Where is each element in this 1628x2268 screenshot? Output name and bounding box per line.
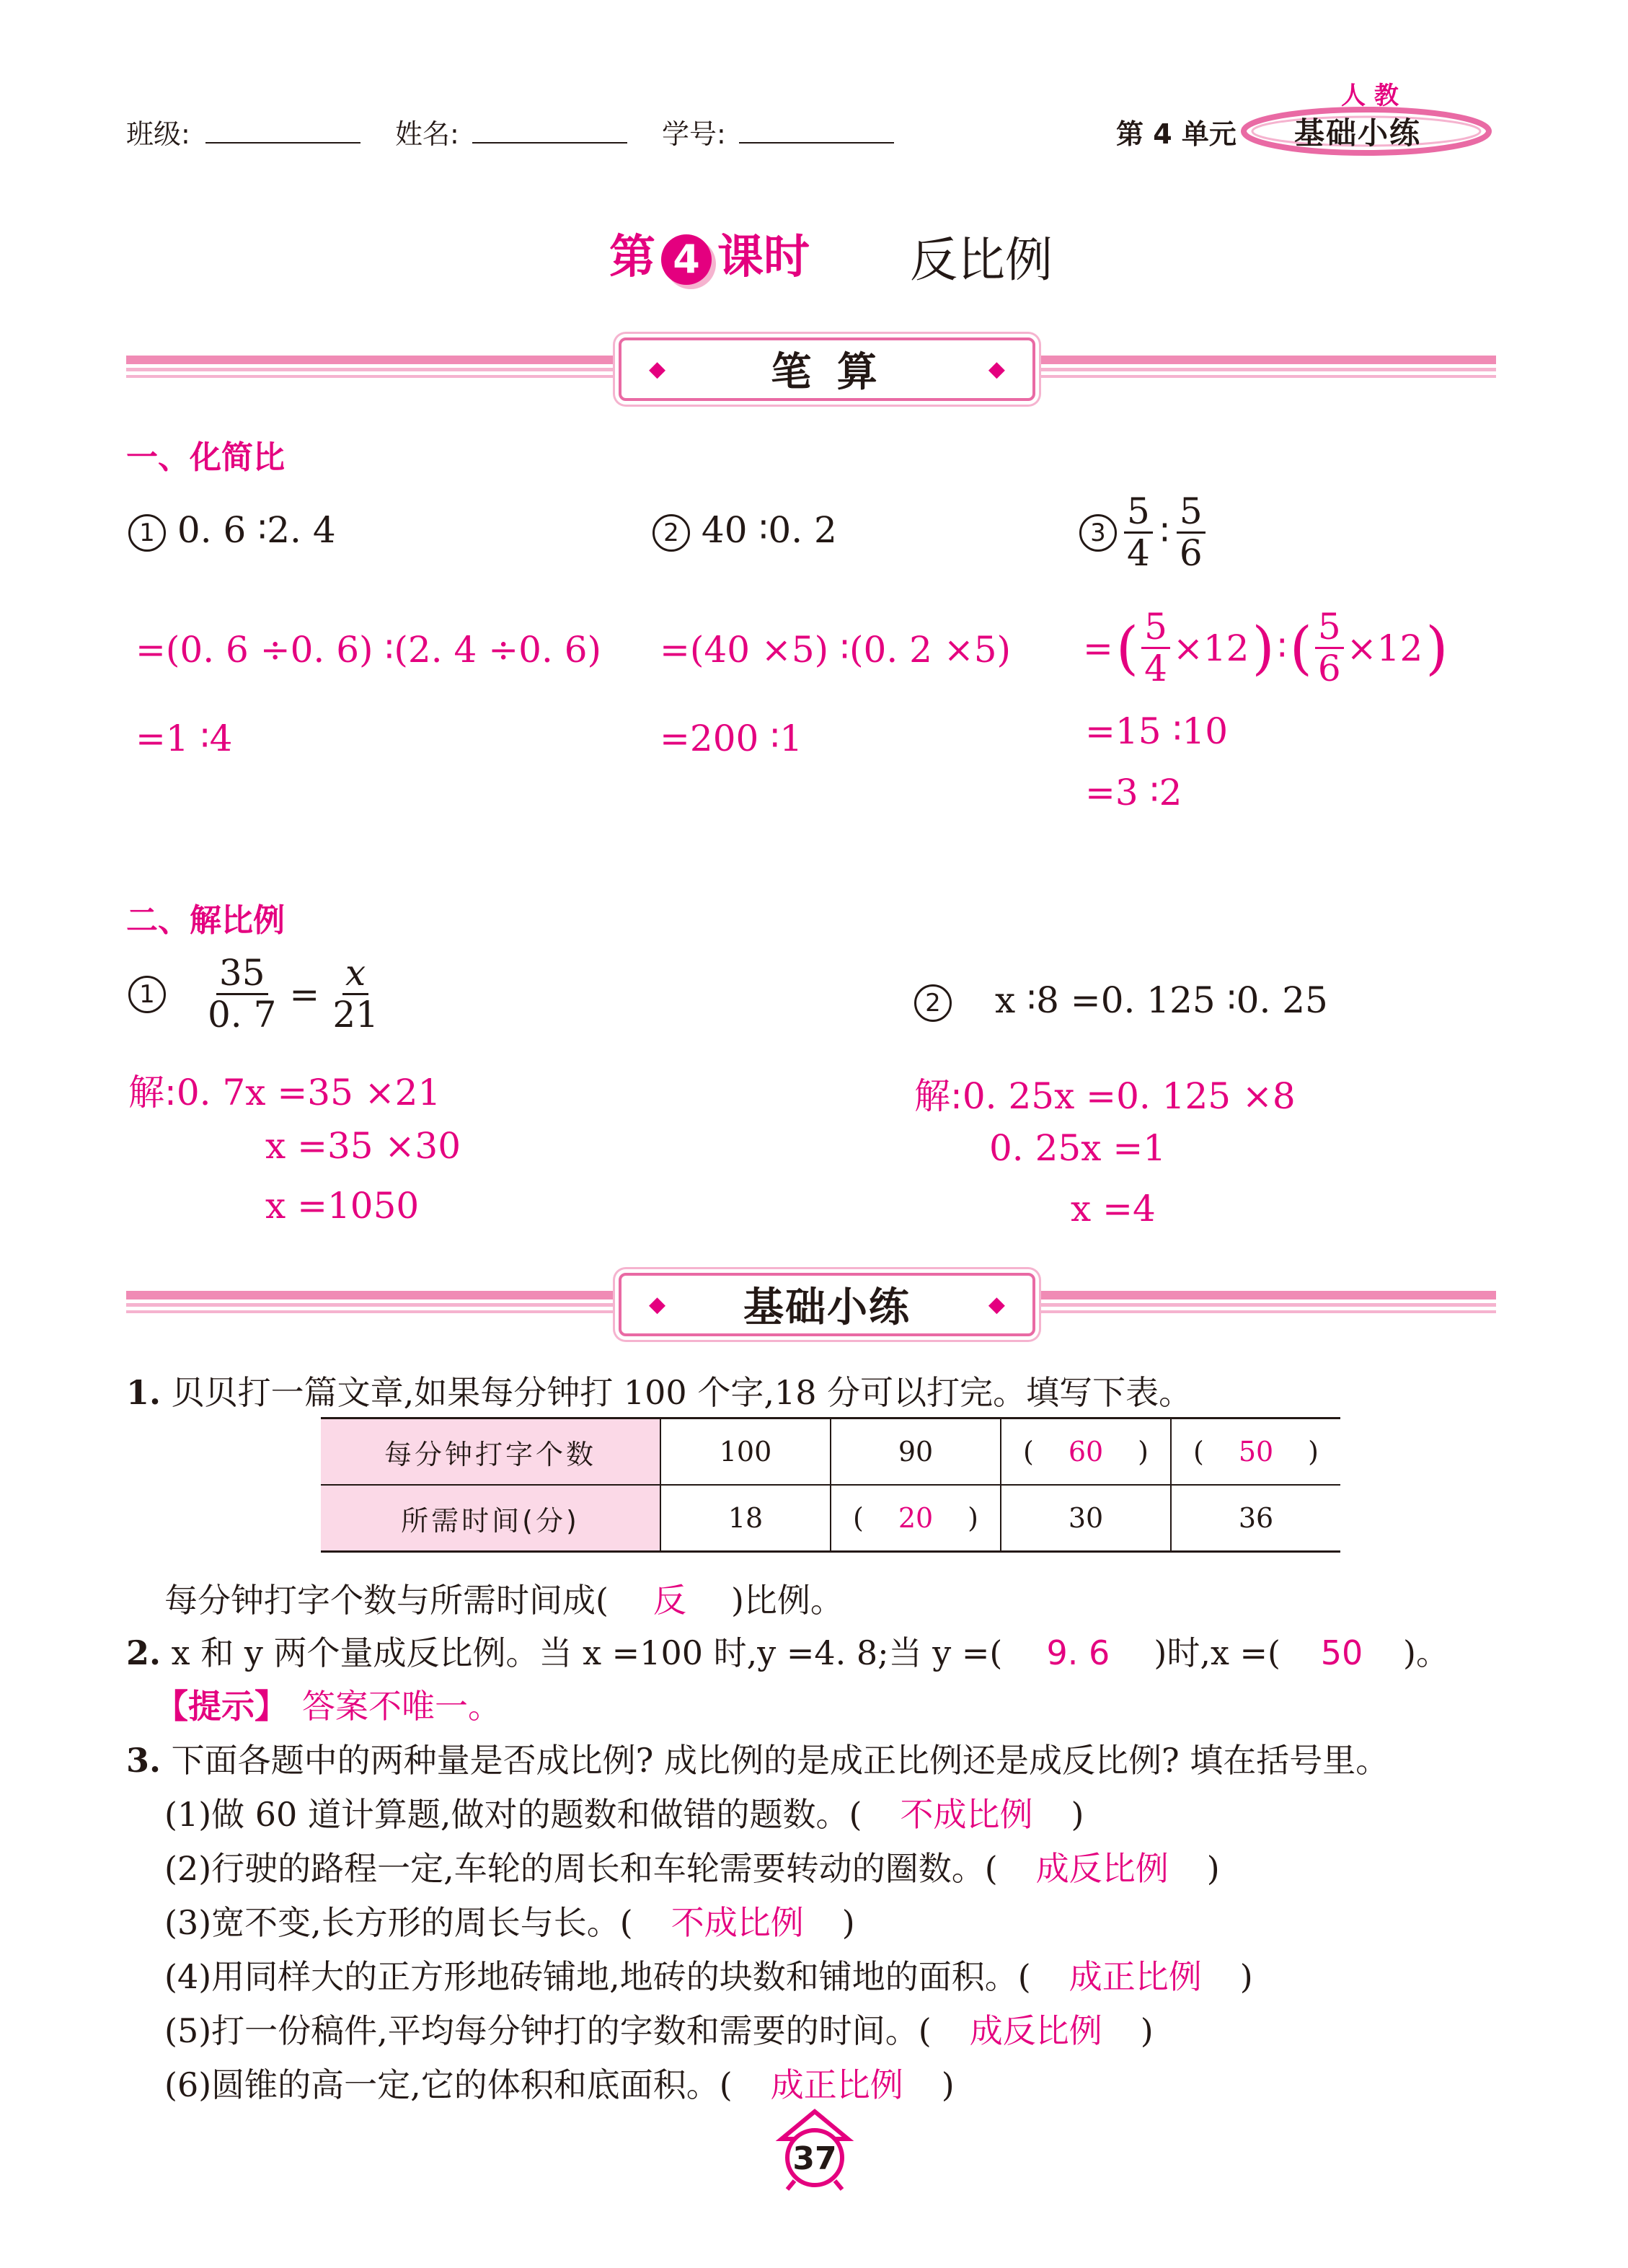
answer-blank[interactable]: 不成比例 xyxy=(900,1795,1033,1834)
answer-blank[interactable]: 成正比例 xyxy=(1069,1957,1202,1996)
table-cell: 18 xyxy=(660,1485,831,1552)
solution-label: 解: xyxy=(914,1075,963,1117)
close-paren: ) xyxy=(1140,2011,1154,2050)
problem-1-step-1: =(0. 6 ÷0. 6) ∶(2. 4 ÷0. 6) xyxy=(136,629,602,671)
proportion-1-line-2: x =35 ×30 xyxy=(265,1125,461,1167)
section-title-simplify: 一、化简比 xyxy=(126,439,285,476)
answer-cell[interactable]: ( 20 ) xyxy=(831,1485,1001,1552)
solution-step: 0. 7x =35 ×21 xyxy=(176,1072,441,1113)
answer-value: 20 xyxy=(898,1502,934,1534)
fraction-denominator: 4 xyxy=(1144,648,1167,689)
answer-blank[interactable]: 成正比例 xyxy=(770,2065,903,2104)
table-cell: 90 xyxy=(831,1418,1001,1486)
item-text: (1)做 60 道计算题,做对的题数和做错的题数。( xyxy=(164,1795,862,1834)
question-text: 下面各题中的两种量是否成比例? 成比例的是成正比例还是成反比例? 填在括号里。 xyxy=(171,1741,1389,1780)
proportion-2 xyxy=(914,979,1328,1022)
row-label: 每分钟打字个数 xyxy=(321,1418,660,1486)
question-3-item-4 xyxy=(164,1951,1253,1998)
fraction xyxy=(205,953,279,1035)
diamond-icon: ◆ xyxy=(649,356,666,382)
problem-number: 1 xyxy=(128,976,166,1013)
equals: = xyxy=(1083,627,1113,669)
fraction-denominator: 6 xyxy=(1179,532,1203,574)
problem-2-step-2: =200 ∶1 xyxy=(660,718,803,759)
unit-label: 第 4 单元 xyxy=(1116,118,1237,150)
proportion-2-line-2: 0. 25x =1 xyxy=(989,1127,1167,1169)
question-3-item-1 xyxy=(164,1788,1084,1836)
band-title: 基础小练 xyxy=(743,1284,911,1331)
problem-text: 0. 6 ∶2. 4 xyxy=(177,509,336,551)
item-text: (3)宽不变,长方形的周长与长。( xyxy=(164,1903,633,1942)
close-paren: ) xyxy=(941,2065,955,2104)
table-cell: 36 xyxy=(1171,1485,1340,1552)
problem-3-step-2: =15 ∶10 xyxy=(1085,710,1229,752)
fraction-numerator: 5 xyxy=(1177,492,1205,534)
lesson-title xyxy=(609,220,810,286)
problem-2 xyxy=(652,509,837,552)
problem-3 xyxy=(1079,492,1205,573)
problem-3-step-1 xyxy=(1083,607,1448,689)
question-1-conclusion xyxy=(164,1574,844,1622)
text: )比例。 xyxy=(730,1581,844,1620)
diamond-icon: ◆ xyxy=(988,1292,1005,1318)
diamond-icon: ◆ xyxy=(988,356,1005,382)
question-text: 贝贝打一篇文章,如果每分钟打 100 个字,18 分可以打完。填写下表。 xyxy=(171,1373,1193,1412)
item-text: (4)用同样大的正方形地砖铺地,地砖的块数和铺地的面积。( xyxy=(164,1957,1031,1996)
hint-text: 答案不唯一。 xyxy=(302,1687,501,1726)
fraction xyxy=(329,953,381,1035)
name-field[interactable] xyxy=(472,142,627,144)
answer-cell[interactable]: ( 60 ) xyxy=(1001,1418,1171,1486)
paren-right: ) xyxy=(1425,614,1448,681)
fraction-numerator: x xyxy=(342,953,368,995)
problem-3-step-3: =3 ∶2 xyxy=(1085,772,1182,813)
fraction-denominator: 0. 7 xyxy=(208,994,277,1036)
question-number: 1. xyxy=(126,1373,162,1412)
page-number: 37 xyxy=(792,2140,837,2177)
solution-step: 0. 25x =0. 125 ×8 xyxy=(962,1075,1296,1117)
solution-label: 解: xyxy=(128,1072,177,1113)
fraction-denominator: 4 xyxy=(1127,532,1150,574)
ratio-colon: ∶ xyxy=(1159,511,1169,554)
question-3 xyxy=(126,1734,1389,1782)
class-field[interactable] xyxy=(205,142,360,144)
item-text: (2)行驶的路程一定,车轮的周长和车轮需要转动的圈数。( xyxy=(164,1849,998,1888)
proportion-1-line-3: x =1050 xyxy=(265,1185,420,1227)
problem-1-step-2: =1 ∶4 xyxy=(136,718,233,759)
section-band-basic-practice xyxy=(619,1273,1035,1336)
id-field[interactable] xyxy=(739,142,894,144)
lesson-number-badge: 4 xyxy=(661,234,712,285)
answer-value: 50 xyxy=(1238,1436,1274,1468)
paren-left: ( xyxy=(1289,614,1312,681)
problem-number: 1 xyxy=(128,514,166,552)
name-label: 姓名: xyxy=(395,118,459,150)
equals: = xyxy=(289,973,320,1015)
answer-blank[interactable]: 反 xyxy=(652,1581,686,1620)
row-label: 所需时间(分) xyxy=(321,1485,660,1552)
lesson-topic: 反比例 xyxy=(910,232,1053,288)
fraction-numerator: 5 xyxy=(1141,607,1170,649)
proportion-2-line-3: x =4 xyxy=(1071,1188,1156,1230)
problem-number: 2 xyxy=(914,984,952,1022)
multiplier: ×12 xyxy=(1172,627,1249,669)
table-row xyxy=(321,1485,1340,1552)
question-number: 3. xyxy=(126,1741,162,1780)
question-1 xyxy=(126,1367,1192,1414)
close-paren: ) xyxy=(1239,1957,1253,1996)
question-2 xyxy=(126,1627,1449,1674)
fraction xyxy=(1315,607,1344,689)
text: 每分钟打字个数与所需时间成( xyxy=(164,1581,609,1620)
fraction-numerator: 5 xyxy=(1124,492,1153,534)
proportion-2-line-1 xyxy=(914,1067,1296,1119)
question-number: 2. xyxy=(126,1633,162,1672)
answer-blank[interactable]: 不成比例 xyxy=(671,1903,804,1942)
item-text: (5)打一份稿件,平均每分钟打的字数和需要的时间。( xyxy=(164,2011,932,2050)
fraction xyxy=(1141,607,1170,689)
fraction-numerator: 5 xyxy=(1315,607,1344,649)
lesson-prefix: 第 xyxy=(609,231,655,284)
answer-blank[interactable]: 成反比例 xyxy=(969,2011,1102,2050)
problem-2-step-1: =(40 ×5) ∶(0. 2 ×5) xyxy=(660,629,1012,671)
table-row xyxy=(321,1418,1340,1486)
problem-number: 2 xyxy=(652,514,690,552)
typing-table xyxy=(321,1417,1340,1553)
question-2-hint xyxy=(155,1680,501,1728)
close-paren: ) xyxy=(841,1903,855,1942)
paren-left: ( xyxy=(1115,614,1139,681)
text: )。 xyxy=(1403,1633,1449,1672)
close-paren: ) xyxy=(1071,1795,1084,1834)
fraction xyxy=(1124,492,1153,573)
proportion-1-line-1 xyxy=(128,1064,441,1116)
text: x 和 y 两个量成反比例。当 x =100 时,y =4. 8;当 y =( xyxy=(171,1633,1003,1672)
brand-small: 人 教 xyxy=(1341,81,1399,110)
problem-1 xyxy=(128,509,336,552)
problem-number: 3 xyxy=(1079,514,1117,552)
fraction xyxy=(1177,492,1205,573)
question-3-item-6 xyxy=(164,2059,955,2106)
question-3-item-5 xyxy=(164,2005,1154,2052)
brand-title: 基础小练 xyxy=(1294,115,1422,151)
answer-blank[interactable]: 9. 6 xyxy=(1046,1633,1110,1672)
id-label: 学号: xyxy=(662,118,726,150)
ratio-colon: ∶ xyxy=(1277,627,1287,669)
answer-blank[interactable]: 成反比例 xyxy=(1035,1849,1169,1888)
fraction-denominator: 6 xyxy=(1317,648,1341,689)
text: )时,x =( xyxy=(1154,1633,1280,1672)
fraction-numerator: 35 xyxy=(216,953,268,995)
answer-value: 60 xyxy=(1068,1436,1104,1468)
table-cell: 100 xyxy=(660,1418,831,1486)
section-title-solve: 二、解比例 xyxy=(126,902,285,939)
proportion-1 xyxy=(128,953,381,1035)
problem-text: 40 ∶0. 2 xyxy=(701,509,837,551)
class-label: 班级: xyxy=(126,118,190,150)
lesson-suffix: 课时 xyxy=(717,231,810,284)
diamond-icon: ◆ xyxy=(649,1292,666,1318)
problem-text: x ∶8 =0. 125 ∶0. 25 xyxy=(995,979,1328,1021)
question-3-item-2 xyxy=(164,1843,1220,1890)
table-cell: 30 xyxy=(1001,1485,1171,1552)
band-title: 笔 算 xyxy=(771,349,883,396)
hint-label: 【提示】 xyxy=(155,1687,288,1726)
close-paren: ) xyxy=(1206,1849,1220,1888)
item-text: (6)圆锥的高一定,它的体积和底面积。( xyxy=(164,2065,733,2104)
paren-right: ) xyxy=(1252,614,1275,681)
answer-cell[interactable]: ( 50 ) xyxy=(1171,1418,1340,1486)
section-band-written-calc xyxy=(619,337,1035,401)
answer-blank[interactable]: 50 xyxy=(1320,1633,1363,1672)
fraction-denominator: 21 xyxy=(332,994,379,1036)
multiplier: ×12 xyxy=(1346,627,1423,669)
question-3-item-3 xyxy=(164,1897,855,1944)
